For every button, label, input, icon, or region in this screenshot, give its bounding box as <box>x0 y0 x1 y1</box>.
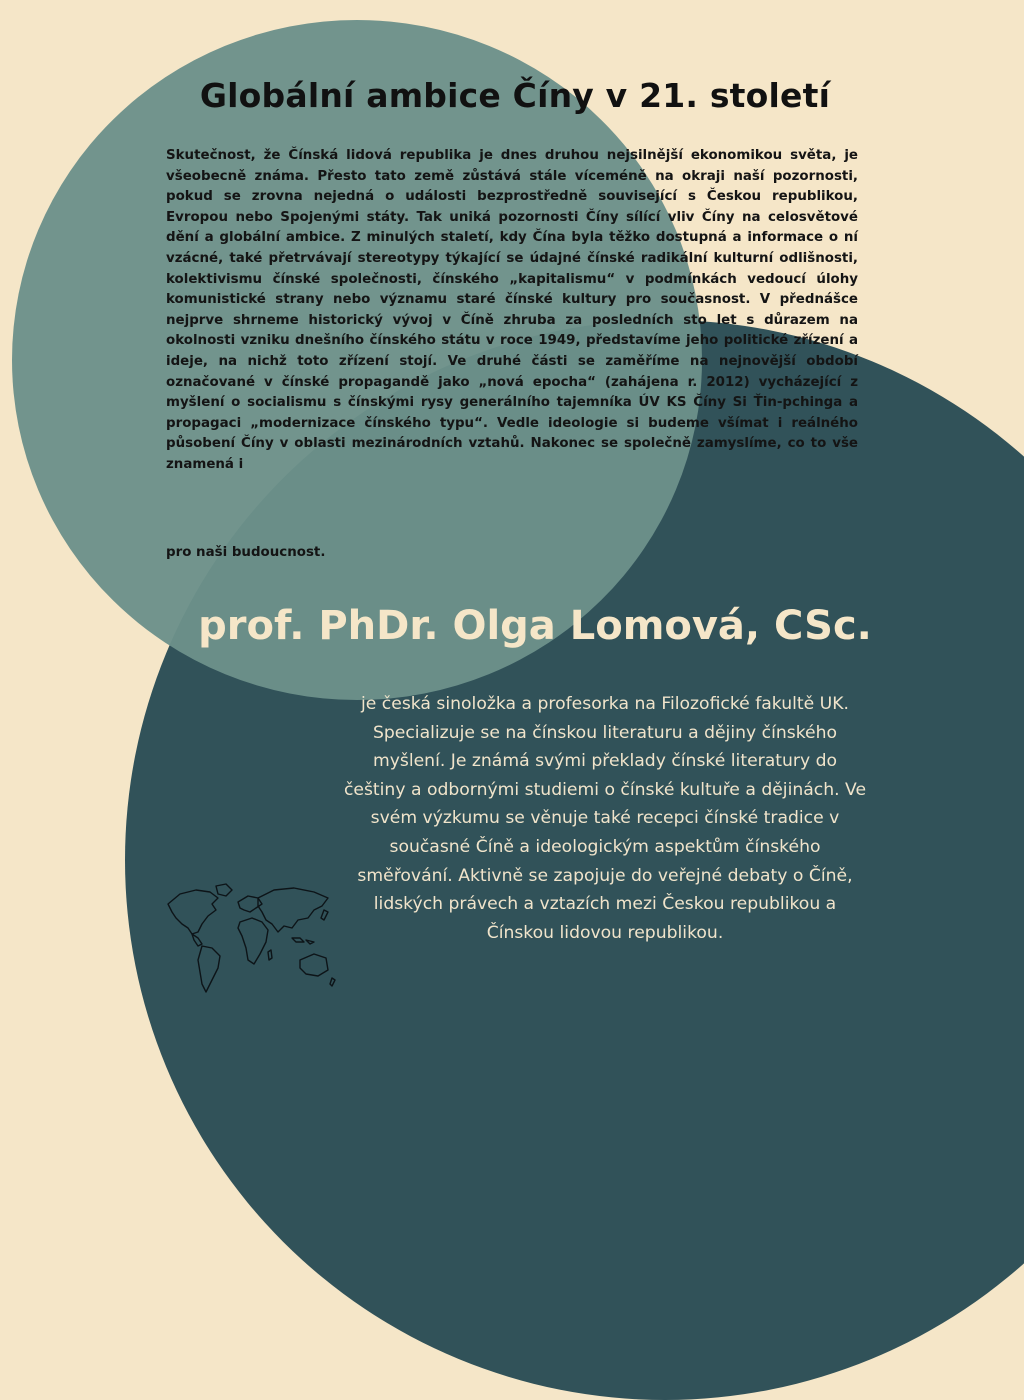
page-title: Globální ambice Číny v 21. století <box>199 76 831 115</box>
speaker-name: prof. PhDr. Olga Lomová, CSc. <box>198 603 872 649</box>
lecture-abstract-ending: pro naši budoucnost. <box>166 545 326 560</box>
world-map-icon <box>158 880 338 1010</box>
speaker-bio: je česká sinoložka a profesorka na Filozofické fakultě UK. Specializuje se na čínskou literaturu a dějiny čínského myšlení. Je známá svými překlady čínské literatury do češtiny a odbornými studiemi o čínské kultuře a dějinách. Ve svém výzkumu se věnuje také recepci čínské tradice v současné Číně a ideologickým aspektům čínského směřování. Aktivně se zapojuje do veřejné debaty o Číně, lidských právech a vztazích mezi Českou republikou a Čínskou lidovou republikou. <box>343 694 867 943</box>
lecture-abstract: Skutečnost, že Čínská lidová republika je dnes druhou nejsilnější ekonomikou světa, je všeobecně známa. Přesto tato země zůstává stále víceméně na okraji naší pozornosti, pokud se zrovna nejedná o události bezprostředně související s Českou republikou, Evropou nebo Spojenými státy. Tak uniká pozornosti Číny sílící vliv Číny na celosvětové dění a globální ambice. Z minulých staletí, kdy Čína byla těžko dostupná a informace o ní vzácné, také přetrvávají stereotypy týkající se údajné čínské radikální kulturní odlišnosti, kolektivismu čínské společnosti, čínského „kapitalismu“ v podmínkách vedoucí úlohy komunistické strany nebo významu staré čínské kultury pro současnost. V přednášce nejprve shrneme historický vývoj v Číně zhruba za posledních sto let s důrazem na okolnosti vzniku dnešního čínského státu v roce 1949, představíme jeho politické zřízení a ideje, na nichž toto zřízení stojí. Ve druhé části se zaměříme na nejnovější období označované v čínské propagandě jako „nová epocha“ (zahájena r. 2012) vycházející z myšlení o socialismu s čínskými rysy generálního tajemníka ÚV KS Číny Si Ťin-pchinga a propagaci „modernizace čínského typu“. Vedle ideologie si budeme všímat i reálného působení Číny v oblasti mezinárodních vztahů. Nakonec se společně zamyslíme, co to vše znamená i <box>166 148 858 472</box>
